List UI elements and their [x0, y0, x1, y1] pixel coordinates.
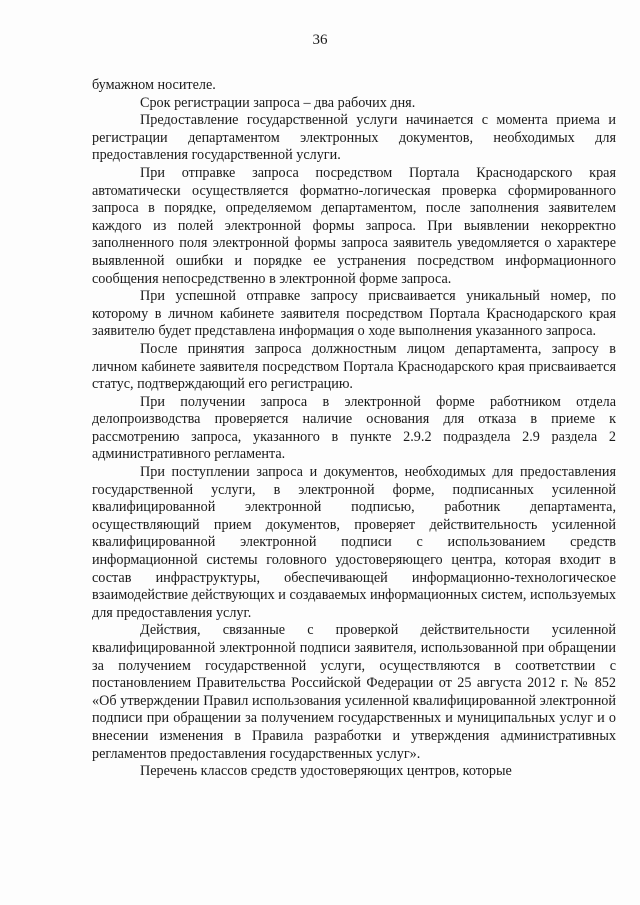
paragraph-2: Срок регистрации запроса – два рабочих дня.	[140, 94, 416, 111]
paragraph-3: Предоставление государственной услуги начинается с момента приема и регистрации департаментом электронных документов, необходимых для предоставления государственной услуги.	[92, 112, 616, 164]
paragraph-5: При успешной отправке запросу присваивается уникальный номер, по которому в личном кабинете заявителя посредством Портала Краснодарского края заявителю будет представлена информация о ходе выполнения указанного запроса.	[92, 288, 616, 340]
paragraph-1: бумажном носителе.	[92, 77, 216, 93]
paragraph-6: После принятия запроса должностным лицом департамента, запросу в личном кабинете заявителя посредством Портала Краснодарского края присваивается статус, подтверждающий его регистрацию.	[92, 340, 616, 393]
paragraph-9: Действия, связанные с проверкой действительности усиленной квалифицированной электронной подписи заявителя, использованной при обращении за получением государственной услуги, осуществляются в соответствии с постановлением Правительства Российской Федерации от 25 августа 2012 г. № 852 «Об утверждении Правил использования усиленной квалифицированной электронной подписи при обращении за получением государственных и муниципальных услуг и о внесении изменения в Правила разработки и утверждения административных регламентов предоставления государственных услуг».	[92, 622, 616, 762]
page-number: 36	[312, 32, 328, 48]
paragraph-4: При отправке запроса посредством Портала Краснодарского края автоматически осуществляется форматно-логическая проверка сформированного запроса в порядке, определяемом департаментом, после заполнения заявителем каждого из полей электронной формы запроса. При выявлении некорректно заполненного поля электронной формы запроса заявитель уведомляется о характере выявленной ошибки и порядке ее устранения посредством информационного сообщения непосредственно в электронной форме запроса.	[92, 164, 616, 287]
document-body	[92, 77, 616, 781]
paragraph-8: При поступлении запроса и документов, необходимых для предоставления государственной услуги, в электронной форме, подписанных усиленной квалифицированной электронной подписью, работник департамента, осуществляющий прием документов, проверяет действительность усиленной квалифицированной электронной подписи с использованием средств информационной системы головного удостоверяющего центра, которая входит в состав инфраструктуры, обеспечивающей информационно-технологическое взаимодействие действующих и создаваемых информационных систем, используемых для предоставления услуг.	[92, 464, 616, 621]
paragraph-7: При получении запроса в электронной форме работником отдела делопроизводства проверяется наличие основания для отказа в приеме к рассмотрению запроса, указанного в пункте 2.9.2 подраздела 2.9 раздела 2 административного регламента.	[92, 393, 616, 463]
paragraph-10: Перечень классов средств удостоверяющих центров, которые	[140, 763, 512, 780]
